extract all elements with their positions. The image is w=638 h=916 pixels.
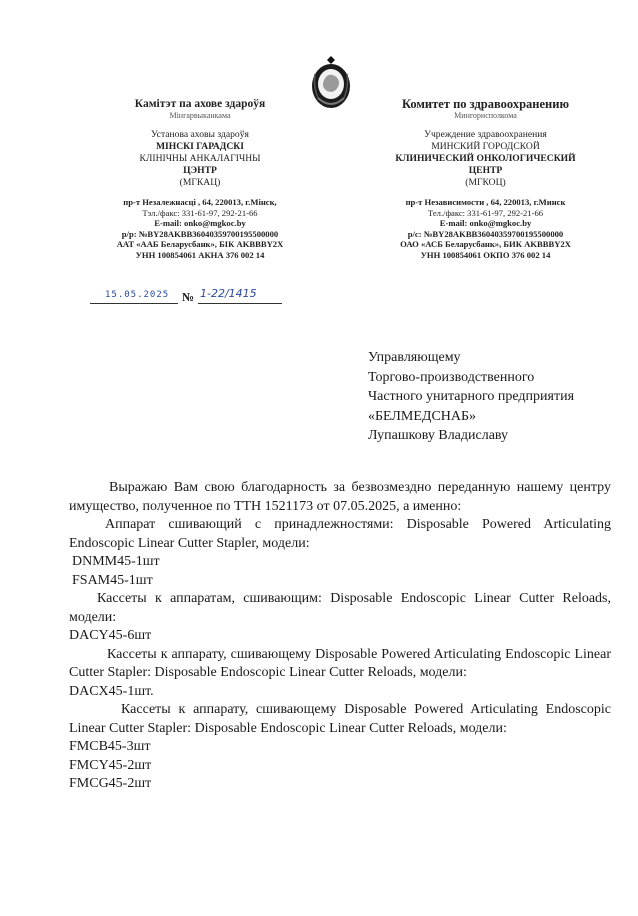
address-block (368, 197, 603, 261)
item-paragraph: Кассеты к аппарату, сшивающему Disposable Powered Articulating Endoscopic Linear Cutter Stapler: Disposable Endoscopic Linear Cutter Reloads, модели: (69, 646, 611, 680)
address-line: E-mail: onko@mgkoc.by (154, 218, 246, 229)
address-line: E-mail: onko@mgkoc.by (439, 218, 532, 229)
item-paragraph: Кассеты к аппаратам, сшивающим: Disposable Endoscopic Linear Cutter Reloads, модели: (69, 591, 611, 625)
address-line: ОАО «АСБ Беларусбанк», БИК AKBBBY2X (400, 239, 571, 250)
institution-line: (МГКОЦ) (465, 177, 506, 188)
ministry-name-by: Мінгарвыканкама (169, 111, 231, 120)
ministry-name-ru: Мингорисполкома (454, 111, 517, 120)
letterhead-right (368, 98, 603, 261)
date-underline (90, 303, 178, 304)
address-line: пр-т Независимости , 64, 220013, г.Минск (405, 197, 566, 207)
address-line: Тэл./факс: 331-61-97, 292-21-66 (142, 207, 258, 218)
addressee-line: Лупашкову Владиславу (368, 428, 509, 443)
institution-line: КЛІНІЧНЫ АНКАЛАГІЧНЫ (139, 153, 261, 164)
registration-number: 1-22/1415 (200, 287, 257, 300)
model-line: FMCY45-2шт (69, 757, 152, 773)
addressee-line: Торгово-производственного (368, 369, 535, 385)
address-line: ААТ «ААБ Беларусбанк», БІК AKBBBY2X (116, 239, 284, 250)
addressee-line: Управляющему (368, 350, 461, 365)
number-sign: № (182, 290, 195, 304)
address-line: р/р: №BY28AKBB36040359700195500000 (121, 228, 279, 239)
institution-line: Установа аховы здароўя (151, 129, 249, 140)
institution-line: ЦЭНТР (183, 165, 217, 176)
institution-line: ЦЕНТР (468, 165, 503, 176)
address-line: УНН 100854061 ОКПО 376 002 14 (420, 249, 551, 260)
item-paragraph: Аппарат сшивающий с принадлежностями: Disposable Powered Articulating Endoscopic Linear Cutter Stapler, модели: (69, 517, 611, 551)
model-line: DACY45-6шт (69, 628, 152, 643)
org-name-by: Камітэт па ахове здароўя (134, 98, 266, 110)
registration-line (90, 287, 285, 314)
institution-line: КЛИНИЧЕСКИЙ ОНКОЛОГИЧЕСКИЙ (395, 153, 576, 164)
letterhead-left (100, 98, 300, 261)
letter-body (69, 479, 611, 794)
address-line: р/с: №BY28AKBB36040359700195500000 (407, 228, 564, 239)
address-line: УНН 100854061 АКНА 376 002 14 (135, 249, 265, 260)
model-line: FMCB45-3шт (69, 739, 151, 754)
address-line: Тел./факс: 331-61-97, 292-21-66 (427, 207, 544, 218)
address-line: пр-т Незалежнасці , 64, 220013, г.Мінск, (123, 197, 277, 207)
model-line: DNMM45-1шт (72, 554, 160, 569)
emblem-icon (310, 54, 352, 112)
institution-line: (МГКАЦ) (179, 177, 221, 188)
model-line: FSAM45-1шт (72, 572, 153, 588)
addressee-line: Частного унитарного предприятия (368, 389, 575, 404)
item-paragraph: Кассеты к аппарату, сшивающему Disposable Powered Articulating Endoscopic Linear Cutter Stapler: Disposable Endoscopic Linear Cutter Reloads, модели: (69, 702, 611, 736)
institution-line: МИНСКИЙ ГОРОДСКОЙ (431, 141, 540, 152)
addressee-line: «БЕЛМЕДСНАБ» (368, 408, 477, 424)
intro-paragraph: Выражаю Вам свою благодарность за безвозмездно переданную нашему центру имущество, полученное по ТТН 1521173 от 07.05.2025, а именно: (69, 480, 611, 514)
org-name-ru: Комитет по здравоохранению (401, 97, 570, 111)
model-line: FMCG45-2шт (69, 776, 152, 791)
institution-line: МІНСКІ ГАРАДСКІ (155, 141, 245, 152)
model-line: DACX45-1шт. (69, 683, 154, 699)
address-block (100, 197, 300, 261)
registration-date: 15.05.2025 (105, 290, 170, 300)
institution-line: Учреждение здравоохранения (424, 129, 547, 140)
number-underline (198, 303, 282, 304)
addressee-block (368, 348, 574, 446)
